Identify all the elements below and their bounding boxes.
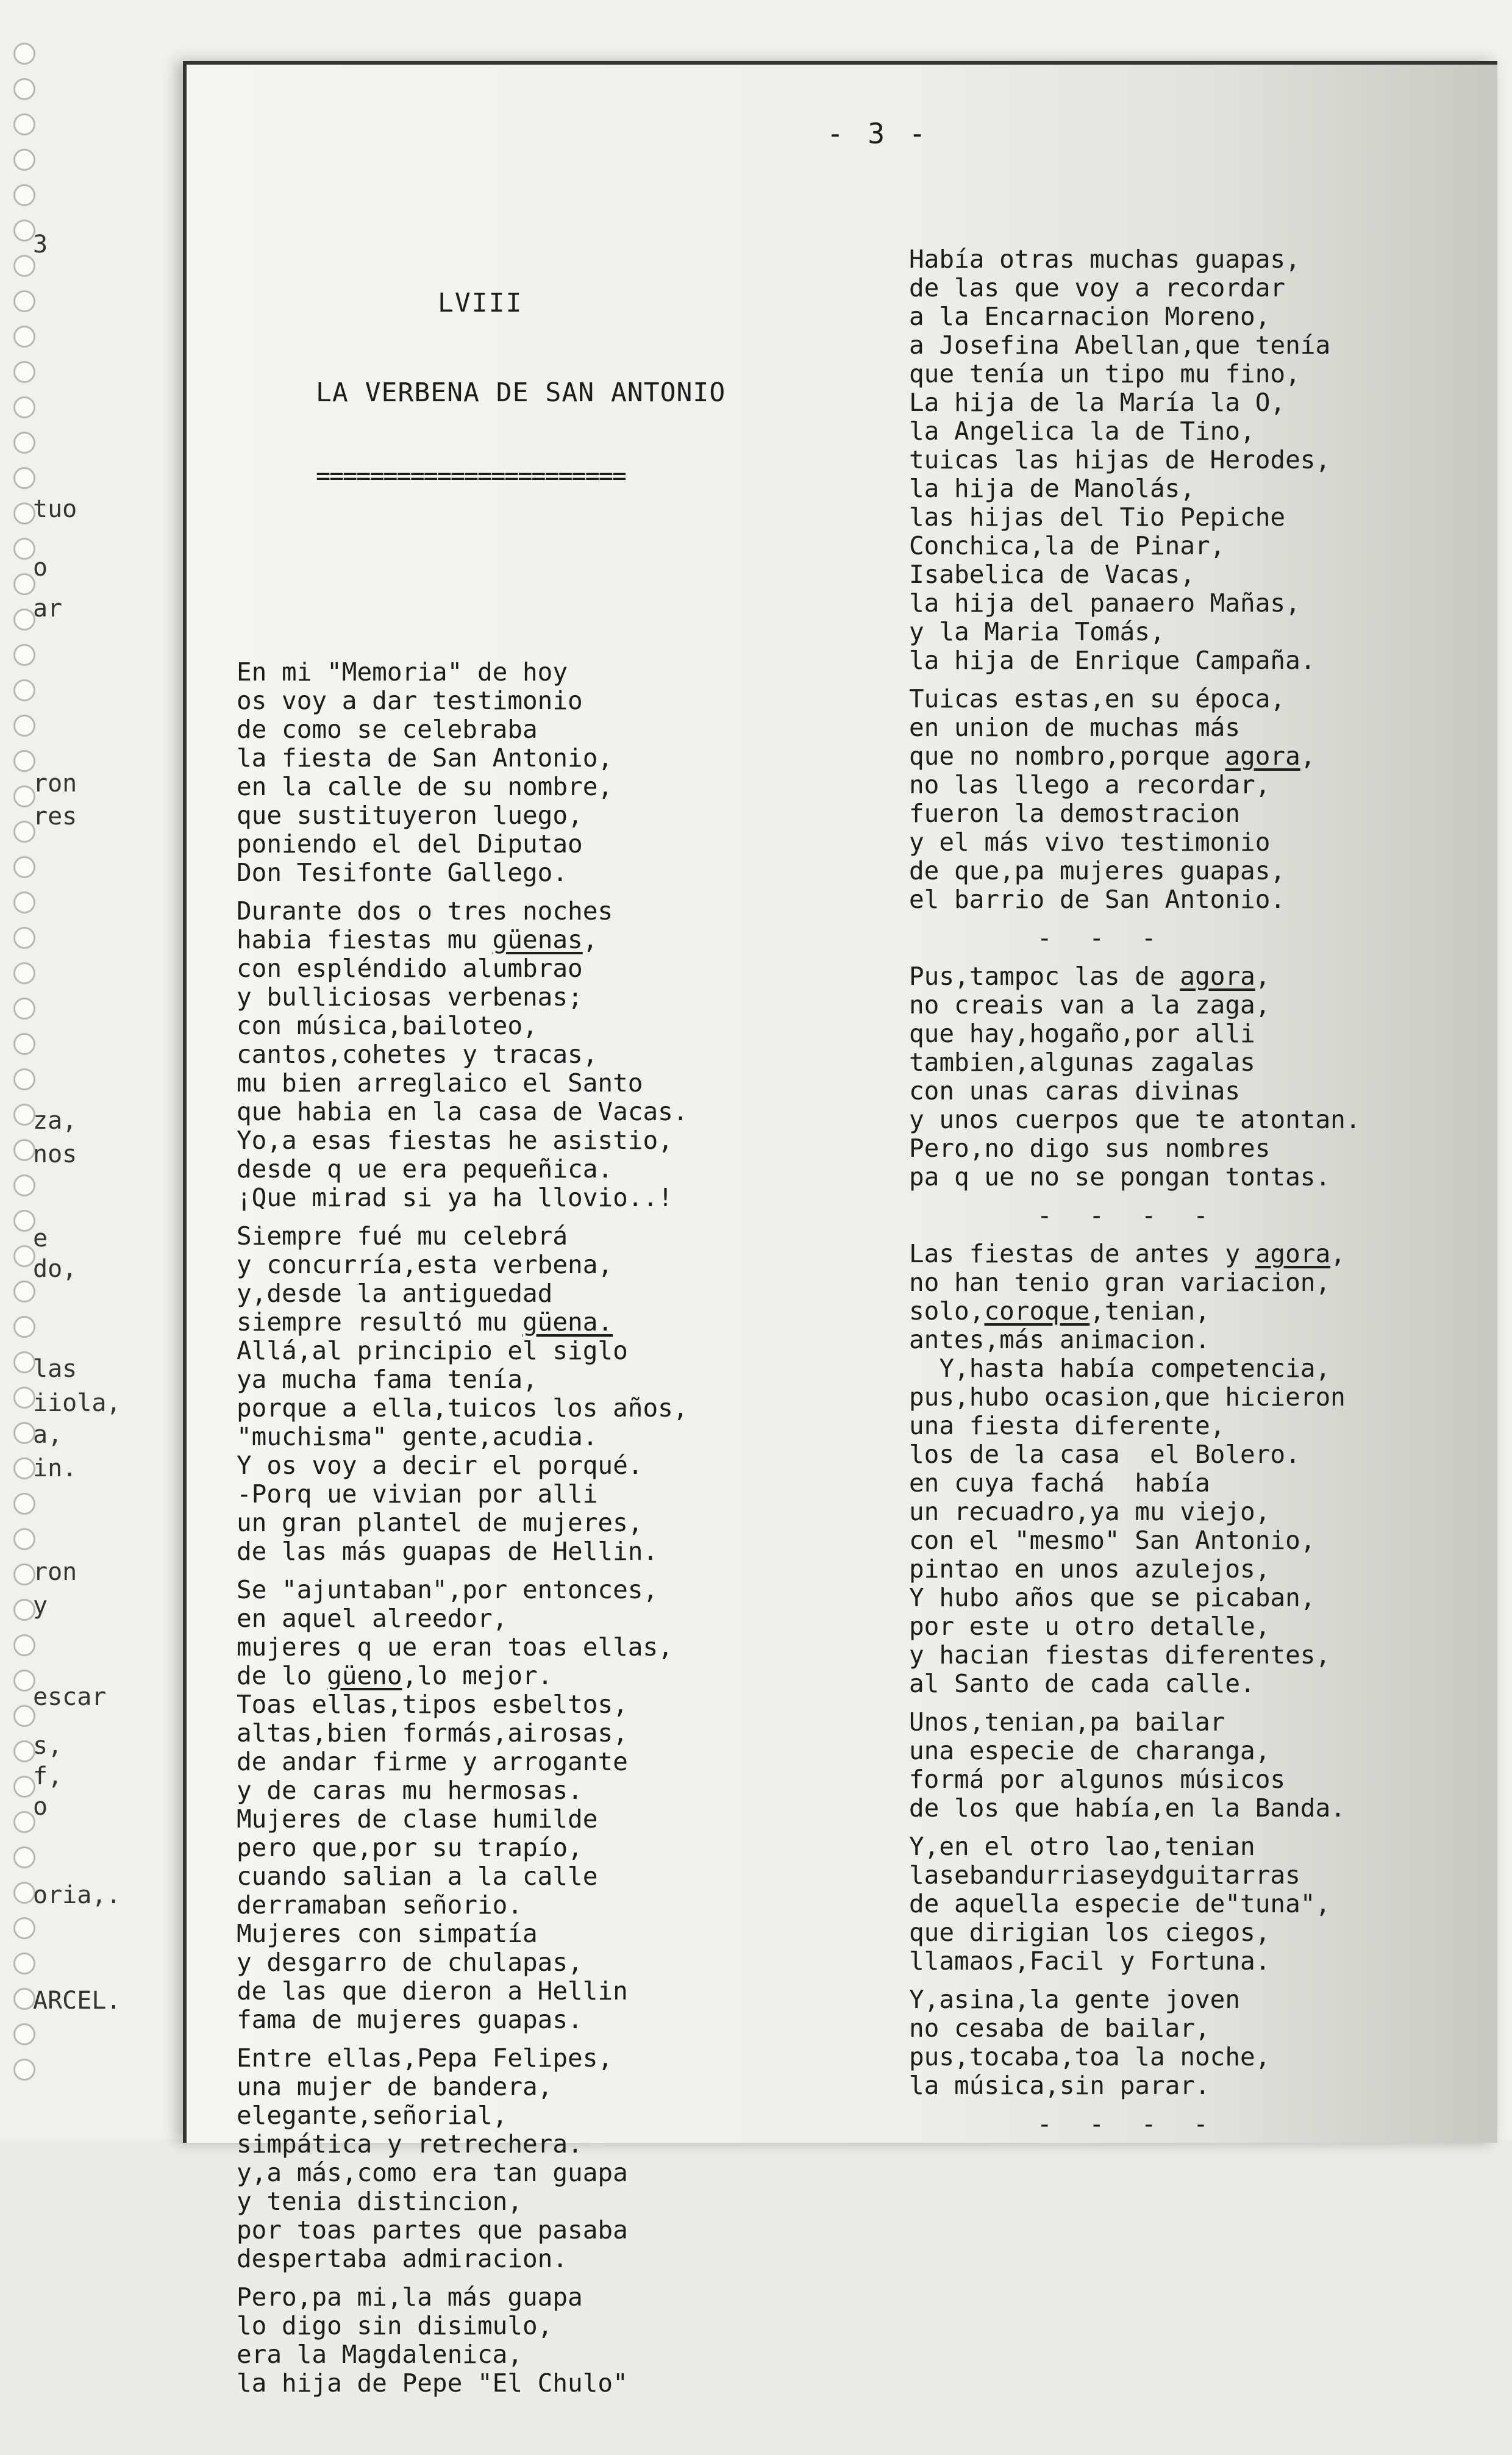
poem-line: con unas caras divinas	[909, 1076, 1241, 1106]
poem-line: cantos,cohetes y tracas,	[237, 1040, 598, 1069]
poem-line: con música,bailoteo,	[237, 1011, 538, 1040]
poem-line: desde q ue era pequeñica.	[237, 1154, 613, 1184]
poem-line: os voy a dar testimonio	[237, 686, 583, 715]
poem-line: porque a ella,tuicos los años,	[237, 1393, 688, 1423]
poem-line: de las que dieron a Hellin	[237, 1976, 628, 2006]
poem-line: de las que voy a recordar	[909, 273, 1286, 302]
poem-line: no han tenio gran variacion,	[909, 1268, 1331, 1297]
poem-line: de lo güeno,lo mejor.	[237, 1661, 553, 1690]
poem-line: que no nombro,porque agora,	[909, 742, 1316, 771]
poem-line: ¡Que mirad si ya ha llovio..!	[237, 1183, 673, 1212]
poem-line: los de la casa el Bolero.	[909, 1440, 1300, 1469]
poem-line: Mujeres de clase humilde	[237, 1804, 598, 1834]
poem-line: la música,sin parar.	[909, 2071, 1210, 2100]
poem-line: la Angelica la de Tino,	[909, 416, 1255, 446]
poem-stanza	[909, 924, 1488, 952]
poem-line: tuicas las hijas de Herodes,	[909, 445, 1331, 474]
stanza-separator: - - - -	[1037, 2109, 1219, 2139]
margin-fragment: ron	[33, 770, 77, 798]
poem-line: habia fiestas mu güenas,	[237, 925, 598, 954]
poem-line: un recuadro,ya mu viejo,	[909, 1497, 1271, 1526]
poem-line: a Josefina Abellan,que tenía	[909, 331, 1331, 360]
poem-line: formá por algunos músicos	[909, 1765, 1286, 1794]
poem-line: Las fiestas de antes y agora,	[909, 1239, 1346, 1268]
poem-line: que dirigian los ciegos,	[909, 1918, 1271, 1947]
poem-stanza	[909, 1832, 1488, 1976]
poem-line: Yo,a esas fiestas he asistio,	[237, 1126, 673, 1155]
poem-line: la hija de Pepe "El Chulo"	[237, 2368, 628, 2398]
poem-line: en cuya fachá había	[909, 1468, 1210, 1498]
poem-line: y concurría,esta verbena,	[237, 1250, 613, 1279]
poem-line: de que,pa mujeres guapas,	[909, 856, 1286, 885]
poem-stanza	[909, 245, 1488, 675]
poem-line: pus,hubo ocasion,que hicieron	[909, 1382, 1346, 1412]
poem-line: de los que había,en la Banda.	[909, 1793, 1346, 1823]
poem-stanza	[237, 1222, 895, 1566]
poem-line: mu bien arreglaico el Santo	[237, 1068, 643, 1098]
right-stanzas	[909, 245, 1488, 2139]
poem-line: de las más guapas de Hellin.	[237, 1537, 658, 1566]
poem-line: que habia en la casa de Vacas.	[237, 1097, 688, 1126]
poem-line: "muchisma" gente,acudia.	[237, 1422, 598, 1451]
stanza-separator: - - -	[1037, 923, 1168, 952]
margin-fragment: res	[33, 802, 77, 831]
left-column	[237, 174, 895, 2455]
poem-line: fama de mujeres guapas.	[237, 2005, 583, 2034]
poem-line: no cesaba de bailar,	[909, 2014, 1210, 2043]
poem-line: la fiesta de San Antonio,	[237, 743, 613, 773]
title-rule: =======================	[316, 462, 626, 490]
poem-line: la hija de Enrique Campaña.	[909, 646, 1316, 675]
poem-stanza	[909, 1240, 1488, 1698]
poem-line: no creais van a la zaga,	[909, 990, 1271, 1020]
margin-fragment: a,	[33, 1421, 63, 1449]
poem-stanza	[237, 2044, 895, 2273]
poem-stanza	[237, 2283, 895, 2398]
poem-line: Pero,no digo sus nombres	[909, 1134, 1271, 1163]
margin-fragment: escar	[33, 1683, 107, 1711]
poem-line: y tenia distincion,	[237, 2187, 522, 2216]
poem-line: y el más vivo testimonio	[909, 827, 1271, 857]
right-column	[909, 178, 1488, 2196]
page-title: LA VERBENA DE SAN ANTONIO	[316, 377, 726, 408]
chapter-number: LVIII	[438, 288, 523, 318]
poem-line: llamaos,Facil y Fortuna.	[909, 1946, 1271, 1976]
poem-line: Entre ellas,Pepa Felipes,	[237, 2043, 613, 2073]
poem-line: Y,hasta había competencia,	[909, 1354, 1331, 1383]
poem-line: Toas ellas,tipos esbeltos,	[237, 1690, 628, 1719]
poem-line: un gran plantel de mujeres,	[237, 1508, 643, 1537]
poem-line: Pero,pa mi,la más guapa	[237, 2282, 583, 2312]
poem-line: y de caras mu hermosas.	[237, 1776, 583, 1805]
poem-line: el barrio de San Antonio.	[909, 885, 1286, 914]
poem-line: Había otras muchas guapas,	[909, 245, 1300, 274]
margin-fragment: s,	[33, 1732, 63, 1760]
margin-fragment: tuo	[33, 495, 77, 523]
poem-line: de aquella especie de"tuna",	[909, 1889, 1331, 1918]
poem-line: y la Maria Tomás,	[909, 617, 1165, 646]
poem-line: pa q ue no se pongan tontas.	[909, 1162, 1331, 1192]
underlying-page-fragments	[24, 0, 183, 2139]
poem-line: cuando salian a la calle	[237, 1862, 598, 1891]
margin-fragment: o	[33, 1793, 48, 1821]
poem-line: y,desde la antiguedad	[237, 1279, 553, 1308]
poem-line: pintao en unos azulejos,	[909, 1554, 1271, 1584]
poem-line: solo,coroque,tenian,	[909, 1296, 1210, 1326]
margin-fragment: f,	[33, 1762, 63, 1790]
margin-fragment: y	[33, 1592, 48, 1620]
poem-line: que hay,hogaño,por alli	[909, 1019, 1255, 1048]
poem-line: Y hubo años que se picaban,	[909, 1583, 1316, 1612]
margin-fragment: ar	[33, 595, 63, 623]
poem-stanza	[237, 1576, 895, 2034]
poem-line: una especie de charanga,	[909, 1736, 1271, 1765]
poem-line: Unos,tenian,pa bailar	[909, 1707, 1225, 1737]
poem-line: elegante,señorial,	[237, 2101, 508, 2130]
poem-line: fueron la demostracion	[909, 799, 1241, 828]
poem-stanza	[909, 962, 1488, 1192]
poem-line: que tenía un tipo mu fino,	[909, 359, 1300, 388]
poem-line: Mujeres con simpatía	[237, 1919, 538, 1948]
poem-line: y desgarro de chulapas,	[237, 1948, 583, 1977]
poem-line: en union de muchas más	[909, 713, 1241, 742]
stanza-separator: - - - -	[1037, 1201, 1219, 1230]
poem-stanza	[909, 1201, 1488, 1230]
poem-line: Isabelica de Vacas,	[909, 560, 1195, 589]
margin-fragment: ron	[33, 1558, 77, 1586]
poem-line: Y,asina,la gente joven	[909, 1985, 1241, 2014]
poem-line: Siempre fué mu celebrá	[237, 1221, 568, 1251]
poem-line: Tuicas estas,en su época,	[909, 684, 1286, 713]
poem-line: lasebandurriaseydguitarras	[909, 1860, 1300, 1890]
poem-line: por toas partes que pasaba	[237, 2215, 628, 2245]
poem-line: en aquel alreedor,	[237, 1604, 508, 1633]
poem-line: que sustituyeron luego,	[237, 801, 583, 830]
poem-line: poniendo el del Diputao	[237, 829, 583, 859]
margin-fragment: nos	[33, 1140, 77, 1168]
poem-line: una mujer de bandera,	[237, 2072, 553, 2101]
poem-line: era la Magdalenica,	[237, 2340, 522, 2369]
margin-fragment: oria,.	[33, 1881, 121, 1909]
poem-line: La hija de la María la O,	[909, 388, 1286, 417]
poem-line: Conchica,la de Pinar,	[909, 531, 1225, 560]
poem-line: con el "mesmo" San Antonio,	[909, 1526, 1316, 1555]
poem-stanza	[237, 897, 895, 1212]
poem-line: tambien,algunas zagalas	[909, 1048, 1255, 1077]
poem-line: y bulliciosas verbenas;	[237, 982, 583, 1012]
poem-line: con espléndido alumbrao	[237, 954, 583, 983]
poem-line: En mi "Memoria" de hoy	[237, 657, 568, 687]
poem-line: por este u otro detalle,	[909, 1612, 1271, 1641]
poem-line: lo digo sin disimulo,	[237, 2311, 553, 2340]
poem-line: ya mucha fama tenía,	[237, 1365, 538, 1394]
poem-line: la hija de Manolás,	[909, 474, 1195, 503]
poem-line: de andar firme y arrogante	[237, 1747, 628, 1776]
poem-line: de como se celebraba	[237, 715, 538, 744]
poem-line: la hija del panaero Mañas,	[909, 588, 1300, 618]
left-stanzas	[237, 658, 895, 2398]
poem-line: -Porq ue vivian por alli	[237, 1479, 598, 1509]
poem-line: simpática y retrechera.	[237, 2129, 583, 2159]
poem-line: Pus,tampoc las de agora,	[909, 962, 1271, 991]
margin-fragment: za,	[33, 1107, 77, 1135]
poem-stanza	[909, 1708, 1488, 1823]
poem-line: Y os voy a decir el porqué.	[237, 1451, 643, 1480]
poem-line: siempre resultó mu güena.	[237, 1307, 613, 1337]
title-block	[237, 232, 895, 548]
poem-line: Se "ajuntaban",por entonces,	[237, 1575, 658, 1604]
poem-line: altas,bien formás,airosas,	[237, 1718, 628, 1748]
poem-line: derramaban señorio.	[237, 1890, 522, 1920]
margin-fragment: las	[33, 1355, 77, 1383]
poem-line: al Santo de cada calle.	[909, 1669, 1255, 1698]
margin-fragment: in.	[33, 1454, 77, 1482]
typed-page	[183, 61, 1497, 2398]
poem-line: no las llego a recordar,	[909, 770, 1271, 799]
poem-line: a la Encarnacion Moreno,	[909, 302, 1271, 331]
poem-stanza	[237, 658, 895, 887]
poem-stanza	[909, 1985, 1488, 2100]
poem-line: antes,más animacion.	[909, 1325, 1210, 1354]
page-number: - 3 -	[827, 117, 930, 150]
margin-fragment: do,	[33, 1255, 77, 1283]
poem-line: una fiesta diferente,	[909, 1411, 1225, 1440]
poem-line: pero que,por su trapío,	[237, 1833, 583, 1862]
poem-line: pus,tocaba,toa la noche,	[909, 2042, 1271, 2071]
poem-line: y hacian fiestas diferentes,	[909, 1640, 1331, 1670]
poem-line: Durante dos o tres noches	[237, 896, 613, 926]
poem-line: y unos cuerpos que te atontan.	[909, 1105, 1361, 1134]
poem-line: las hijas del Tio Pepiche	[909, 502, 1286, 532]
poem-line: mujeres q ue eran toas ellas,	[237, 1632, 673, 1662]
margin-fragment: 3	[33, 230, 48, 259]
poem-line: y,a más,como era tan guapa	[237, 2158, 628, 2187]
margin-fragment: iiola,	[33, 1389, 121, 1417]
poem-line: despertaba admiracion.	[237, 2244, 568, 2273]
poem-line: Don Tesifonte Gallego.	[237, 858, 568, 887]
poem-stanza	[909, 685, 1488, 914]
poem-line: Y,en el otro lao,tenian	[909, 1832, 1255, 1861]
margin-fragment: ARCEL.	[33, 1987, 121, 2015]
poem-line: Allá,al principio el siglo	[237, 1336, 628, 1365]
poem-line: en la calle de su nombre,	[237, 772, 613, 801]
poem-stanza	[909, 2110, 1488, 2139]
margin-fragment: e	[33, 1224, 48, 1253]
margin-fragment: o	[33, 554, 48, 582]
